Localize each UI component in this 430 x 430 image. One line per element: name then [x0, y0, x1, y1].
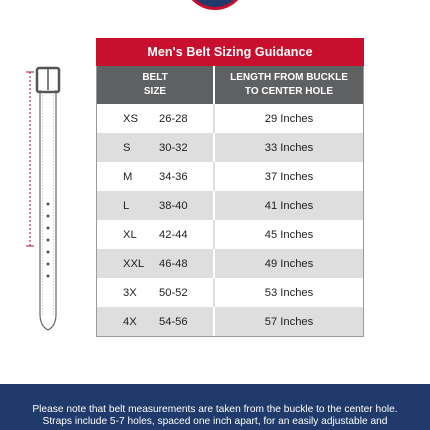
row-length: 29 Inches [264, 112, 314, 125]
chart-body [96, 66, 364, 337]
brand-logo [183, 0, 247, 10]
header-belt-size [97, 66, 213, 104]
header-length [215, 66, 363, 104]
row-length: 49 Inches [264, 257, 314, 270]
belt-hole [47, 215, 50, 218]
belt-hole [47, 203, 50, 206]
table-rows [97, 104, 363, 336]
row-length: 41 Inches [264, 199, 314, 212]
header-length-line1: LENGTH FROM BUCKLE [230, 72, 348, 83]
row-range: 50-52 [159, 286, 188, 299]
row-size: 3X [123, 286, 137, 299]
row-range: 46-48 [159, 257, 188, 270]
row-range: 54-56 [159, 315, 188, 328]
footer-line-1: Please note that belt measurements are taken from the buckle to the center hole. [32, 404, 398, 415]
row-length: 57 Inches [264, 315, 314, 328]
header-belt-size-line1: BELT [142, 72, 168, 83]
header-belt-size-line2: SIZE [143, 86, 167, 97]
row-range: 42-44 [159, 228, 188, 241]
row-size: M [123, 170, 133, 183]
table-row [97, 307, 363, 336]
table-row [97, 162, 363, 191]
table-header [97, 66, 363, 104]
footer-line-2: Straps include 5-7 holes, spaced one inch apart, for an easily adjustable and [42, 416, 388, 427]
row-length: 33 Inches [264, 141, 314, 154]
table-row [97, 191, 363, 220]
belt-hole [47, 239, 50, 242]
belt-hole [47, 275, 50, 278]
table-row [97, 278, 363, 307]
row-range: 26-28 [159, 112, 188, 125]
row-length: 45 Inches [264, 228, 314, 241]
row-length: 37 Inches [264, 170, 314, 183]
row-range: 38-40 [159, 199, 188, 212]
header-length-line2: TO CENTER HOLE [244, 86, 334, 97]
row-size: L [123, 199, 130, 212]
belt-hole [47, 263, 50, 266]
row-range: 30-32 [159, 141, 188, 154]
row-length: 53 Inches [264, 286, 314, 299]
table-row [97, 220, 363, 249]
row-range: 34-36 [159, 170, 188, 183]
belt-diagram [20, 64, 80, 354]
footer-note [0, 384, 430, 430]
row-size: XS [123, 112, 138, 125]
row-size: 4X [123, 315, 137, 328]
belt-hole [47, 227, 50, 230]
sizing-chart [96, 38, 364, 337]
row-size: S [123, 141, 131, 154]
table-row [97, 104, 363, 133]
belt-hole [47, 251, 50, 254]
row-size: XL [123, 228, 137, 241]
chart-title: Men's Belt Sizing Guidance [96, 38, 364, 66]
table-row [97, 133, 363, 162]
table-row [97, 249, 363, 278]
row-size: XXL [123, 257, 145, 270]
